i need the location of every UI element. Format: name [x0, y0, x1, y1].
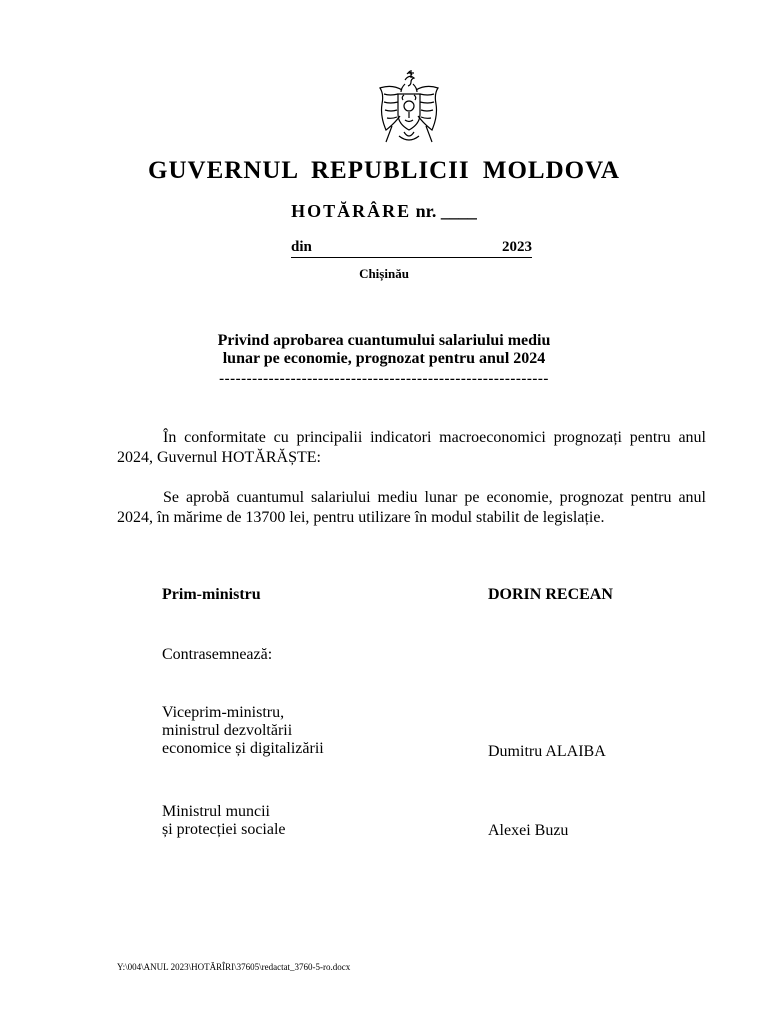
coat-of-arms-icon [374, 70, 444, 148]
labor-minister-name: Alexei Buzu [488, 822, 569, 839]
decision-subject [0, 332, 768, 368]
file-path-footer: Y:\004\ANUL 2023\HOTĂRÎRI\37605\redactat_3760-5-ro.docx [117, 962, 351, 972]
date-prefix: din [291, 239, 312, 255]
countersign-label: Contrasemnează: [162, 646, 273, 663]
deputy-pm-name: Dumitru ALAIBA [488, 743, 606, 760]
labor-minister-title-line-2: și protecției sociale [162, 821, 286, 838]
date-line [291, 239, 532, 258]
decision-title [0, 201, 768, 222]
subject-divider: ------------------------------------------------------------ [219, 371, 549, 387]
subject-line-1: Privind aprobarea cuantumului salariului mediu [217, 332, 551, 349]
body-paragraph-1: În conformitate cu principalii indicatori macroeconomici prognozați pentru anul 2024, Guvernul HOTĂRĂȘTE: [117, 429, 706, 466]
subject-line-2: lunar pe economie, prognozat pentru anul 2024 [222, 350, 546, 367]
date-year: 2023 [502, 239, 532, 255]
deputy-pm-title-line-3: economice și digitalizării [162, 740, 324, 757]
body-paragraph-2: Se aprobă cuantumul salariului mediu lunar pe economie, prognozat pentru anul 2024, în mărime de 13700 lei, pentru utilizare în modul stabilit de legislație. [117, 489, 706, 526]
prime-minister-name: DORIN RECEAN [488, 586, 613, 603]
deputy-pm-title [162, 704, 324, 758]
decision-number: nr. ____ [415, 201, 477, 221]
labor-minister-title-line-1: Ministrul muncii [162, 803, 270, 820]
government-title: GUVERNUL REPUBLICII MOLDOVA [148, 157, 620, 184]
city: Chișinău [359, 266, 409, 281]
labor-minister-title [162, 803, 286, 839]
prime-minister-label: Prim-ministru [162, 586, 261, 603]
decision-word: HOTĂRÂRE [291, 201, 412, 221]
deputy-pm-title-line-1: Viceprim-ministru, [162, 704, 285, 721]
deputy-pm-title-line-2: ministrul dezvoltării [162, 722, 293, 739]
